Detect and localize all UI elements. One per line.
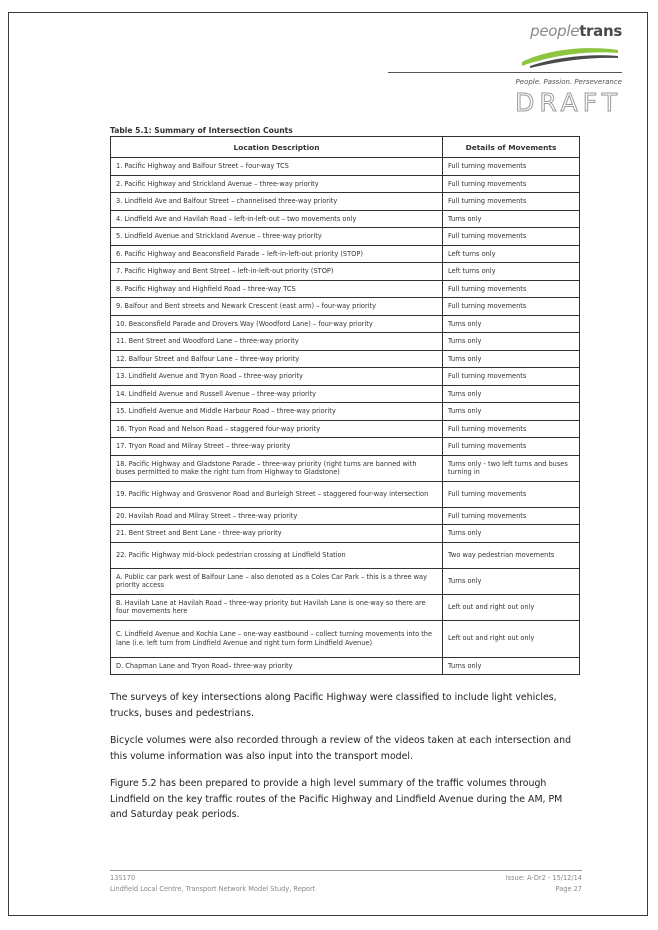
details-cell: Turns only: [443, 403, 580, 421]
details-cell: Full turning movements: [443, 228, 580, 246]
table-row: [111, 455, 580, 481]
footer-line-2: [110, 885, 582, 893]
issue-label: Issue: A-Dr2 - 15/12/14: [505, 874, 582, 882]
table-row: [111, 368, 580, 386]
table-row: [111, 403, 580, 421]
page-number: Page 27: [555, 885, 582, 893]
location-cell: 21. Bent Street and Bent Lane - three-way priority: [111, 525, 443, 543]
details-cell: Left turns only: [443, 263, 580, 281]
table-row: [111, 245, 580, 263]
details-cell: Full turning movements: [443, 481, 580, 507]
footer-divider: [110, 870, 582, 871]
location-cell: 2. Pacific Highway and Strickland Avenue – three-way priority: [111, 175, 443, 193]
table-row: [111, 568, 580, 594]
details-cell: Turns only: [443, 333, 580, 351]
table-row: [111, 620, 580, 657]
table-row: [111, 420, 580, 438]
project-number: 13S170: [110, 874, 136, 882]
details-cell: Full turning movements: [443, 158, 580, 176]
table-row: [111, 298, 580, 316]
table-row: [111, 333, 580, 351]
details-cell: Turns only: [443, 210, 580, 228]
report-title: Lindfield Local Centre, Transport Network Model Study, Report: [110, 885, 316, 893]
table-row: [111, 507, 580, 525]
location-cell: 14. Lindfield Avenue and Russell Avenue – three-way priority: [111, 385, 443, 403]
table-row: [111, 350, 580, 368]
table-row: [111, 315, 580, 333]
table-row: [111, 481, 580, 507]
location-cell: 16. Tryon Road and Nelson Road – staggered four-way priority: [111, 420, 443, 438]
table-row: [111, 210, 580, 228]
logo-rule: [388, 72, 622, 73]
paragraph-surveys: [110, 690, 582, 721]
details-cell: Full turning movements: [443, 368, 580, 386]
details-cell: Full turning movements: [443, 438, 580, 456]
details-cell: Left out and right out only: [443, 594, 580, 620]
table-row: [111, 542, 580, 568]
location-cell: 8. Pacific Highway and Highfield Road – three-way TCS: [111, 280, 443, 298]
location-cell: 12. Balfour Street and Balfour Lane – three-way priority: [111, 350, 443, 368]
location-cell: 4. Lindfield Ave and Havilah Road – left-in-left-out – two movements only: [111, 210, 443, 228]
details-cell: Full turning movements: [443, 507, 580, 525]
table-row: [111, 263, 580, 281]
table-row: [111, 657, 580, 675]
details-cell: Turns only: [443, 385, 580, 403]
location-cell: 22. Pacific Highway mid-block pedestrian crossing at Lindfield Station: [111, 542, 443, 568]
table-row: [111, 280, 580, 298]
details-cell: Turns only: [443, 315, 580, 333]
location-cell: 1. Pacific Highway and Balfour Street – four-way TCS: [111, 158, 443, 176]
location-cell: 5. Lindfield Avenue and Strickland Avenue – three-way priority: [111, 228, 443, 246]
location-cell: 9. Balfour and Bent streets and Newark Crescent (east arm) – four-way priority: [111, 298, 443, 316]
logo-tagline: People. Passion. Perseverance: [515, 78, 622, 86]
location-cell: 19. Pacific Highway and Grosvenor Road and Burleigh Street – staggered four-way intersection: [111, 481, 443, 507]
footer-line-1: [110, 874, 582, 882]
table-header-row: [111, 137, 580, 158]
table-row: [111, 438, 580, 456]
location-cell: 13. Lindfield Avenue and Tryon Road – three-way priority: [111, 368, 443, 386]
location-cell: 20. Havilah Road and Milray Street – three-way priority: [111, 507, 443, 525]
table-row: [111, 594, 580, 620]
column-header-location: Location Description: [111, 137, 443, 158]
details-cell: Left out and right out only: [443, 620, 580, 657]
draft-watermark: DRAFT: [515, 88, 622, 117]
location-cell: 17. Tryon Road and Milray Street – three-way priority: [111, 438, 443, 456]
location-cell: 10. Beaconsfield Parade and Drovers Way (Woodford Lane) – four-way priority: [111, 315, 443, 333]
location-cell: 6. Pacific Highway and Beaconsfield Parade – left-in-left-out priority (STOP): [111, 245, 443, 263]
details-cell: Full turning movements: [443, 420, 580, 438]
location-cell: B. Havilah Lane at Havilah Road – three-way priority but Havilah Lane is one-way so there are four movements here: [111, 594, 443, 620]
location-cell: 15. Lindfield Avenue and Middle Harbour Road – three-way priority: [111, 403, 443, 421]
location-cell: 11. Bent Street and Woodford Lane – three-way priority: [111, 333, 443, 351]
paragraph-bicycle-volumes: [110, 733, 582, 764]
details-cell: Full turning movements: [443, 175, 580, 193]
details-cell: Turns only: [443, 568, 580, 594]
paragraph-figure-reference: [110, 776, 582, 823]
paragraph-text: The surveys of key intersections along Pacific Highway were classified to include light vehicles, trucks, buses and pedestrians.: [110, 692, 557, 719]
table-row: [111, 193, 580, 211]
details-cell: Left turns only: [443, 245, 580, 263]
table-row: [111, 228, 580, 246]
logo-wordmark: peopletrans: [530, 22, 622, 40]
location-cell: D. Chapman Lane and Tryon Road– three-way priority: [111, 657, 443, 675]
paragraph-text: Figure 5.2 has been prepared to provide a high level summary of the traffic volumes through Lindfield on the key traffic routes of the Pacific Highway and Lindfield Avenue during the AM, PM and Saturday peak periods.: [110, 778, 563, 821]
location-cell: 7. Pacific Highway and Bent Street – left-in-left-out priority (STOP): [111, 263, 443, 281]
paragraph-text: Bicycle volumes were also recorded through a review of the videos taken at each intersection and this volume information was also input into the transport model.: [110, 735, 572, 762]
company-logo: [362, 20, 622, 140]
table-row: [111, 175, 580, 193]
details-cell: Full turning movements: [443, 298, 580, 316]
location-cell: 18. Pacific Highway and Gladstone Parade – three-way priority (right turns are banned with buses permitted to make the right turn from Highway to Gladstone): [111, 455, 443, 481]
table-row: [111, 525, 580, 543]
intersection-counts-table: [110, 136, 580, 675]
details-cell: Turns only - two left turns and buses turning in: [443, 455, 580, 481]
details-cell: Two way pedestrian movements: [443, 542, 580, 568]
details-cell: Full turning movements: [443, 280, 580, 298]
location-cell: 3. Lindfield Ave and Balfour Street – channelised three-way priority: [111, 193, 443, 211]
location-cell: A. Public car park west of Balfour Lane – also denoted as a Coles Car Park – this is a three way priority access: [111, 568, 443, 594]
table-caption: Table 5.1: Summary of Intersection Counts: [110, 126, 293, 135]
details-cell: Turns only: [443, 525, 580, 543]
location-cell: C. Lindfield Avenue and Kochia Lane – one-way eastbound – collect turning movements into the lane (i.e. left turn from Lindfield Avenue and right turn form Lindfield Avenue): [111, 620, 443, 657]
table-row: [111, 385, 580, 403]
column-header-details: Details of Movements: [443, 137, 580, 158]
logo-swoosh-icon: [520, 44, 620, 68]
details-cell: Turns only: [443, 657, 580, 675]
table-row: [111, 158, 580, 176]
details-cell: Turns only: [443, 350, 580, 368]
details-cell: Full turning movements: [443, 193, 580, 211]
